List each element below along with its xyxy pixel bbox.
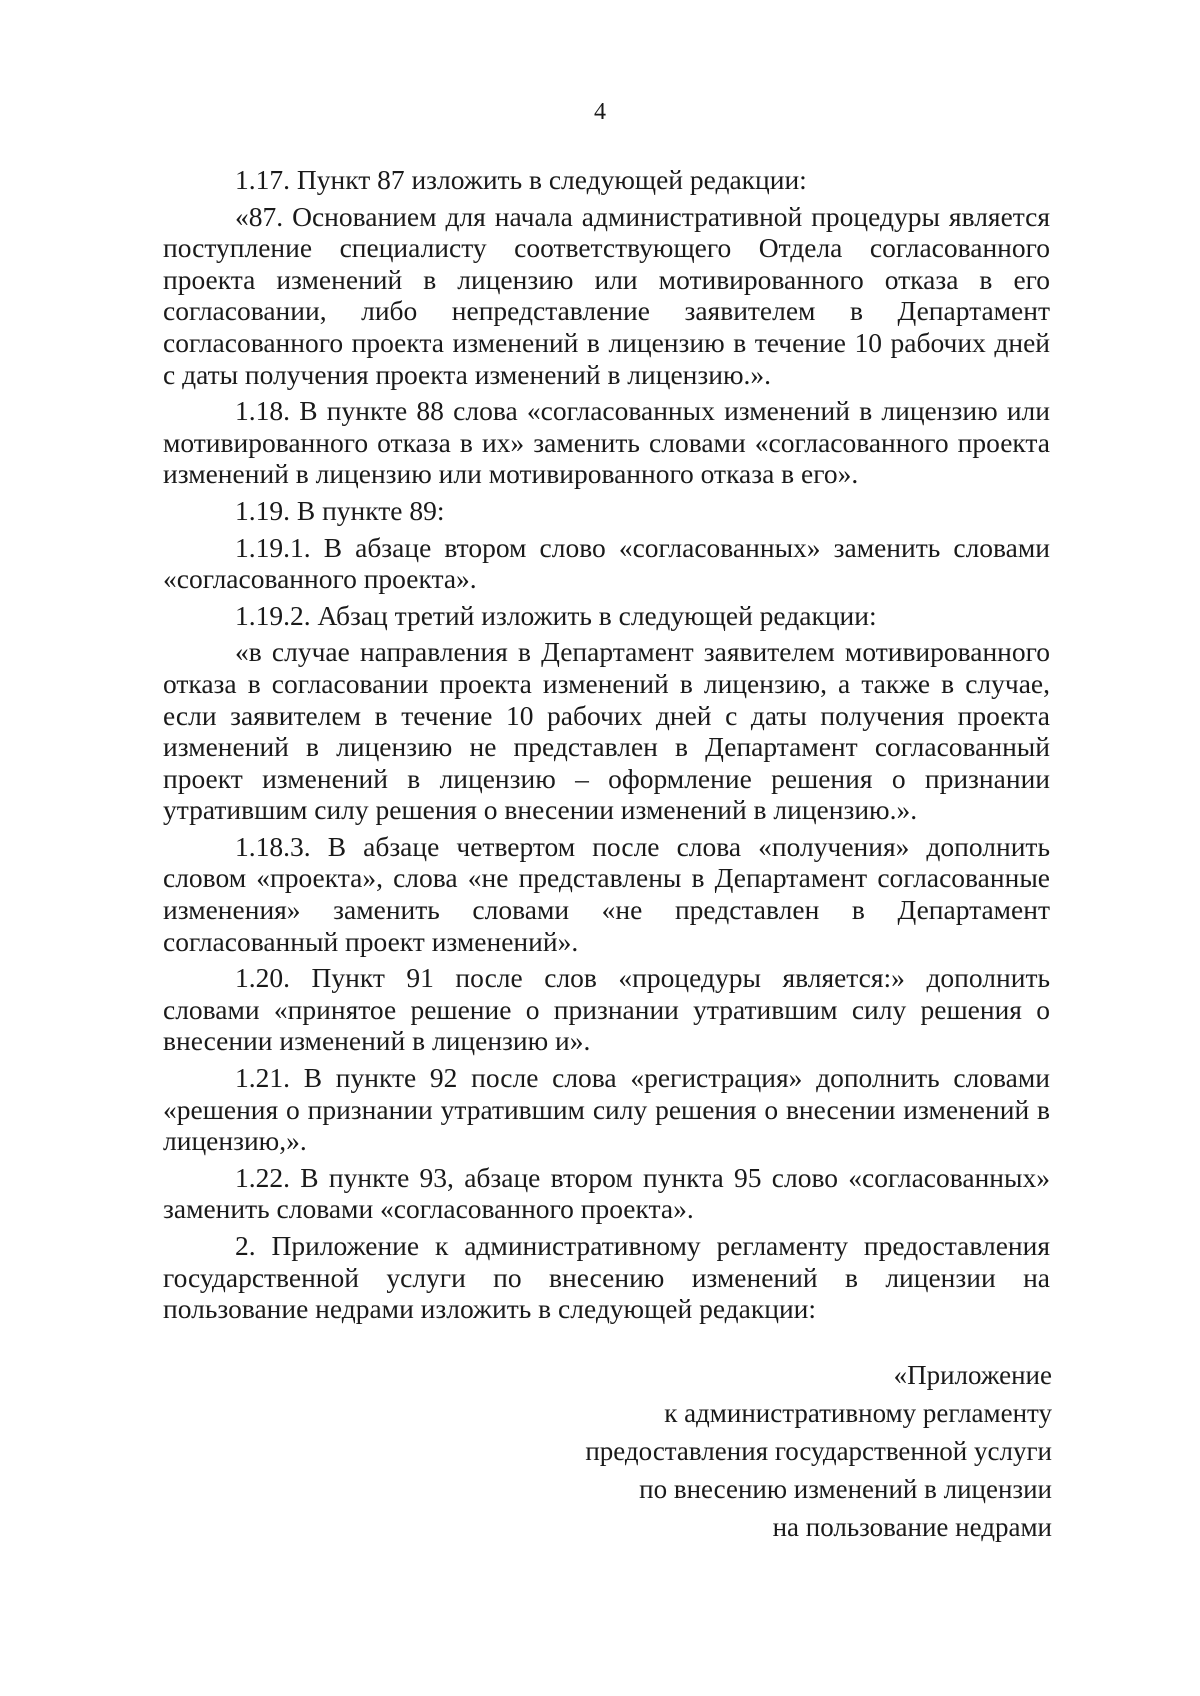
appendix-line: «Приложение [893,1360,1052,1390]
appendix-line: по внесению изменений в лицензии [639,1474,1052,1504]
paragraph-2: 2. Приложение к административному регламенту предоставления государственной услуги по внесению изменений в лицензии на пользование недрами изложить в следующей редакции: [163,1230,1050,1325]
paragraph-1-21: 1.21. В пункте 92 после слова «регистрация» дополнить словами «решения о признании утратившим силу решения о внесении изменений в лицензию,». [163,1062,1050,1157]
appendix-line: к административному регламенту [664,1398,1052,1428]
paragraph-1-19: 1.19. В пункте 89: [235,494,445,526]
document-body [163,164,1050,1325]
appendix-line: на пользование недрами [772,1512,1052,1542]
page-number: 4 [594,99,606,125]
paragraph-third-abzac-quote: «в случае направления в Департамент заявителем мотивированного отказа в согласовании проекта изменений в лицензию, а также в случае, если заявителем в течение 10 рабочих дней с даты получения проекта изменений в лицензию не представлен в Департамент согласованный проект изменений в лицензию – оформление решения о признании утратившим силу решения о внесении изменений в лицензию.». [163,636,1050,826]
paragraph-1-18: 1.18. В пункте 88 слова «согласованных изменений в лицензию или мотивированного отказа в их» заменить словами «согласованного проекта изменений в лицензию или мотивированного отказа в его». [163,395,1050,490]
paragraph-1-19-1: 1.19.1. В абзаце втором слово «согласованных» заменить словами «согласованного проекта». [163,531,1050,595]
paragraph-1-17: 1.17. Пункт 87 изложить в следующей редакции: [235,164,807,195]
paragraph-87-quote: «87. Основанием для начала административной процедуры является поступление специалисту соответствующего Отдела согласованного проекта изменений в лицензию или мотивированного отказа в его согласовании, либо непредставление заявителем в Департамент согласованного проекта изменений в лицензию в течение 10 рабочих дней с даты получения проекта изменений в лицензию.». [163,200,1050,390]
paragraph-1-22: 1.22. В пункте 93, абзаце втором пункта 95 слово «согласованных» заменить словами «согласованного проекта». [163,1161,1050,1225]
paragraph-1-18-3: 1.18.3. В абзаце четвертом после слова «получения» дополнить словом «проекта», слова «не представлены в Департамент согласованные изменения» заменить словами «не представлен в Департамент согласованный проект изменений». [163,830,1050,957]
paragraph-1-19-2: 1.19.2. Абзац третий изложить в следующей редакции: [235,599,877,631]
appendix-heading [352,1356,1052,1546]
paragraph-1-20: 1.20. Пункт 91 после слов «процедуры является:» дополнить словами «принятое решение о признании утратившим силу решения о внесении изменений в лицензию и». [163,962,1050,1057]
appendix-line: предоставления государственной услуги [585,1436,1052,1466]
